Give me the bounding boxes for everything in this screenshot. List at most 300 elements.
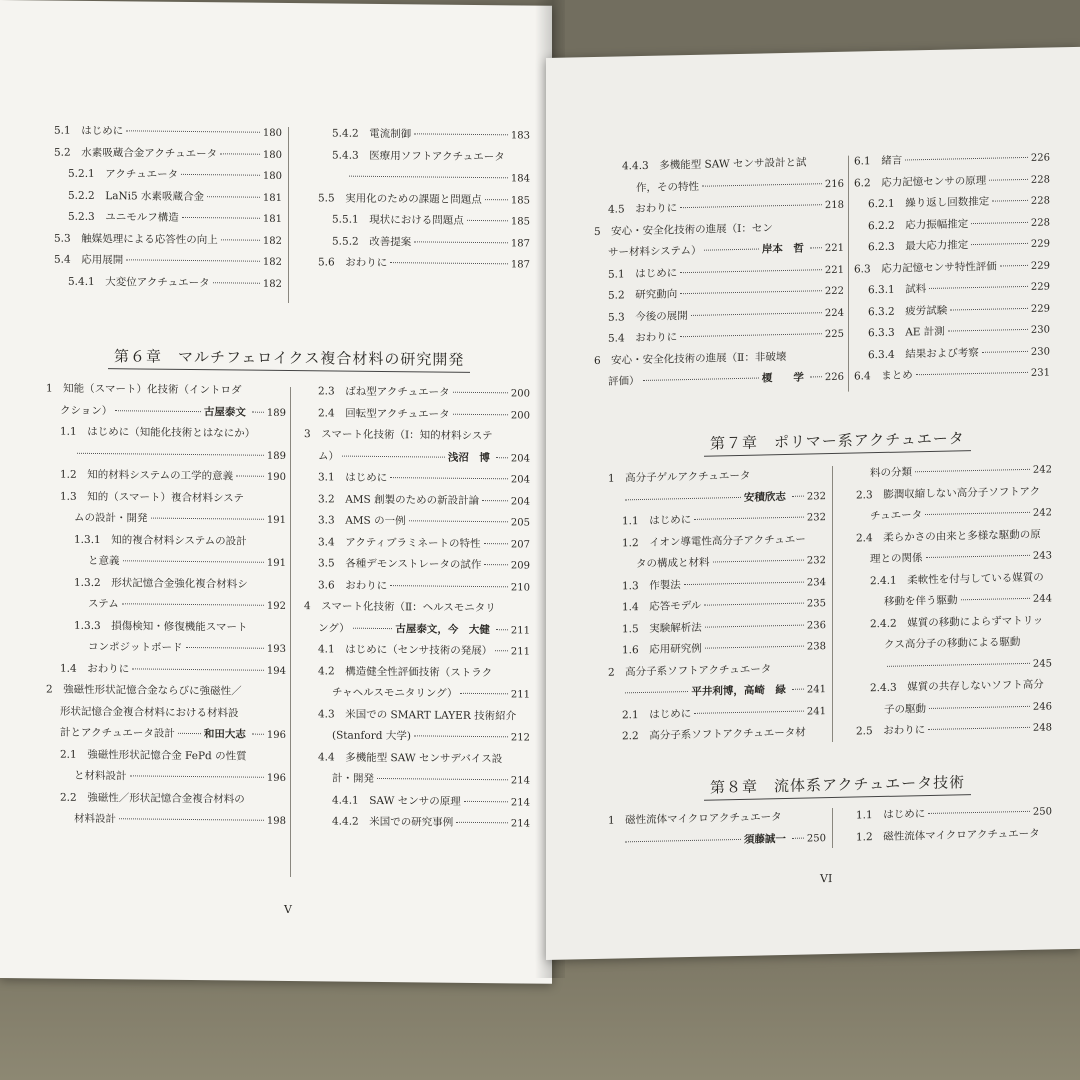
dot-leader — [928, 727, 1030, 730]
toc-entry — [32, 421, 286, 445]
dot-leader — [992, 200, 1028, 202]
toc-entry-author: 浅沼 博 — [447, 451, 490, 464]
toc-entry — [32, 615, 286, 639]
toc-entry-page: 183 — [510, 130, 530, 142]
toc-entry-page: 187 — [510, 259, 530, 271]
toc-entry-author: 安積欣志 — [743, 490, 786, 504]
dot-leader — [916, 372, 1028, 375]
toc-entry-page: 230 — [1030, 324, 1050, 336]
toc-entry-page: 241 — [806, 684, 826, 696]
toc-entry-page: 242 — [1032, 507, 1052, 519]
toc-entry-title: 3.5 各種デモンストレータの試作 — [318, 557, 482, 572]
toc-entry — [32, 550, 286, 574]
toc-entry-page: 180 — [262, 127, 282, 139]
dot-leader — [221, 239, 260, 240]
toc-entry-title: 6.2.2 応力振幅推定 — [868, 217, 969, 232]
dot-leader — [691, 312, 822, 316]
toc-entry-title: 1.3.3 損傷検知・修復機能スマート — [74, 619, 248, 634]
toc-entry-title: 5.2 水素吸蔵合金アクチュエータ — [54, 146, 218, 160]
toc-entry-title: 3.1 はじめに — [318, 471, 388, 485]
toc-entry-title: 5.5.1 現状における問題点 — [332, 213, 464, 227]
dot-leader — [453, 392, 508, 394]
toc-entry — [304, 424, 530, 448]
toc-entry-page: 189 — [266, 450, 286, 462]
dot-leader — [178, 733, 201, 734]
toc-entry-title: (Stanford 大学) — [332, 729, 411, 743]
toc-entry — [840, 362, 1050, 388]
toc-entry-page: 185 — [510, 216, 530, 228]
toc-entry — [304, 188, 530, 212]
toc-entry-page: 250 — [806, 832, 826, 845]
toc-entry-title: 4.2 構造健全性評価技術（ストラク — [318, 664, 493, 679]
dot-leader — [77, 452, 264, 455]
toc-entry-page: 211 — [510, 624, 530, 637]
toc-entry-title: 5.4.2 電流制御 — [332, 127, 412, 141]
toc-entry-title: 5.5.2 改善提案 — [332, 234, 412, 248]
toc-entry-page: 232 — [806, 490, 826, 503]
dot-leader — [929, 286, 1028, 289]
toc-entry — [304, 747, 530, 771]
toc-entry-title: 作，その特性 — [636, 180, 699, 194]
toc-entry-page: 214 — [510, 818, 530, 830]
toc-column — [842, 801, 1052, 848]
toc-entry — [304, 446, 530, 470]
toc-entry — [304, 553, 530, 577]
dot-leader — [928, 811, 1030, 814]
toc-entry — [304, 725, 530, 749]
toc-entry-page: 198 — [266, 815, 286, 827]
dot-leader — [460, 693, 507, 694]
dot-leader — [810, 376, 822, 377]
dot-leader — [702, 183, 822, 187]
toc-entry-title: 2 強磁性形状記憶合金ならびに強磁性／ — [46, 683, 242, 698]
toc-entry-title: チャヘルスモニタリング） — [332, 686, 458, 700]
toc-entry-title: 1 高分子ゲルアクチュエータ — [608, 469, 751, 485]
dot-leader — [792, 837, 804, 838]
toc-entry — [40, 120, 282, 144]
dot-leader — [705, 646, 804, 649]
dot-leader — [236, 475, 264, 476]
toc-entry — [32, 572, 286, 596]
dot-leader — [680, 333, 822, 337]
toc-entry-page: 210 — [510, 581, 530, 594]
toc-entry-page: 226 — [1030, 152, 1050, 164]
column-divider — [832, 808, 833, 848]
toc-entry-page: 207 — [510, 538, 530, 551]
dot-leader — [213, 282, 260, 283]
toc-entry-page: 196 — [266, 772, 286, 784]
toc-entry-title: 6.3.1 試料 — [868, 283, 927, 297]
dot-leader — [484, 564, 508, 565]
toc-entry — [304, 231, 530, 255]
toc-entry-author: 古屋泰文，今 大健 — [395, 622, 490, 636]
toc-entry-title: 5.1 はじめに — [608, 266, 678, 281]
page-number: V — [284, 902, 292, 917]
dot-leader — [390, 585, 508, 587]
toc-entry — [304, 682, 530, 706]
dot-leader — [220, 153, 260, 154]
toc-entry-title: 4.3 米国での SMART LAYER 技術紹介 — [318, 707, 517, 722]
dot-leader — [414, 133, 508, 135]
dot-leader — [377, 778, 508, 780]
toc-entry-page: 229 — [1030, 238, 1050, 250]
page-number: VI — [820, 872, 833, 886]
toc-entry — [304, 811, 530, 835]
dot-leader — [126, 130, 260, 132]
toc-entry-title: 1.2 知的材料システムの工学的意義 — [60, 468, 234, 483]
dot-leader — [694, 710, 804, 713]
toc-entry — [304, 790, 530, 814]
toc-entry — [40, 142, 282, 166]
toc-entry-page: 230 — [1030, 345, 1050, 358]
toc-entry-title: 5.3 今後の展開 — [608, 309, 688, 324]
dot-leader — [950, 307, 1028, 310]
toc-entry — [40, 249, 282, 273]
dot-leader — [453, 413, 508, 415]
toc-entry-title: 2.1 はじめに — [622, 707, 692, 721]
toc-entry-title: コンポジットボード — [88, 640, 183, 654]
toc-entry-title: 2.3 膨潤収縮しない高分子ソフトアク — [856, 485, 1041, 502]
toc-entry-title: ステム — [88, 597, 119, 611]
toc-entry — [842, 717, 1052, 743]
toc-entry-title: ムの設計・開発 — [74, 511, 148, 525]
dot-leader — [643, 378, 759, 381]
toc-entry-title: 2.5 おわりに — [856, 724, 926, 738]
toc-entry-title: 2.3 ばね型アクチュエータ — [318, 385, 450, 399]
toc-entry — [304, 618, 530, 642]
dot-leader — [929, 705, 1030, 708]
dot-leader — [252, 411, 264, 412]
toc-entry — [32, 486, 286, 510]
toc-entry-title: 4.4.3 多機能型 SAW センサ設計と試 — [622, 156, 807, 173]
toc-entry-page: 245 — [1032, 657, 1052, 670]
dot-leader — [151, 518, 264, 520]
dot-leader — [456, 822, 508, 824]
toc-entry-title: 5.4 おわりに — [608, 331, 678, 345]
toc-entry-title: 2.4 回転型アクチュエータ — [318, 406, 450, 421]
toc-entry — [32, 701, 286, 725]
toc-entry-title: 2.2 強磁性／形状記憶合金複合材料の — [60, 791, 245, 806]
toc-entry — [32, 400, 286, 424]
toc-entry — [304, 661, 530, 685]
toc-entry-title: 1.3.2 形状記憶合金強化複合材料シ — [74, 576, 248, 591]
toc-entry-title: 5.5 実用化のための課題と問題点 — [318, 191, 482, 206]
column-divider — [290, 387, 291, 877]
toc-entry-title: 形状記憶合金複合材料における材料設 — [60, 705, 239, 719]
toc-entry — [304, 166, 530, 190]
toc-entry — [40, 163, 282, 187]
dot-leader — [496, 457, 508, 458]
toc-entry-title: 2.1 強磁性形状記憶合金 FePd の性質 — [60, 748, 247, 763]
toc-entry-title: タの構成と材料 — [636, 556, 710, 571]
dot-leader — [495, 650, 508, 651]
toc-entry-title: 4.1 はじめに（センサ技術の発展） — [318, 643, 493, 658]
dot-leader — [971, 221, 1028, 223]
toc-entry — [304, 639, 530, 663]
toc-entry — [32, 464, 286, 488]
toc-entry-title: 2.4.1 柔軟性を付与している媒質の — [870, 571, 1044, 587]
toc-entry-page: 191 — [266, 557, 286, 569]
toc-entry-page: 250 — [1032, 806, 1052, 818]
dot-leader — [484, 543, 508, 544]
toc-entry-page: 246 — [1032, 700, 1052, 713]
dot-leader — [390, 262, 508, 264]
toc-entry — [304, 467, 530, 491]
dot-leader — [926, 555, 1030, 558]
toc-entry — [842, 823, 1052, 849]
toc-entry-title: 5.2 研究動向 — [608, 288, 678, 302]
toc-entry-page: 222 — [824, 285, 844, 298]
toc-entry-page: 181 — [262, 213, 282, 225]
dot-leader — [181, 174, 260, 176]
toc-entry-page: 229 — [1030, 259, 1050, 272]
toc-entry — [304, 381, 530, 405]
dot-leader — [464, 800, 508, 801]
toc-entry-title: 5.2.2 LaNi5 水素吸蔵合金 — [68, 189, 205, 203]
toc-entry-title: 6.2.1 繰り返し回数推定 — [868, 195, 990, 211]
toc-entry-page: 200 — [510, 388, 530, 400]
toc-entry — [32, 787, 286, 811]
dot-leader — [948, 329, 1028, 332]
toc-entry-page: 216 — [824, 178, 844, 190]
toc-entry-title: 1.3 作製法 — [622, 578, 681, 592]
toc-entry-author: 平井利博，高崎 緑 — [691, 683, 786, 698]
dot-leader — [680, 269, 822, 273]
dot-leader — [126, 259, 260, 261]
dot-leader — [971, 243, 1028, 245]
column-divider — [832, 466, 833, 742]
toc-entry-page: 214 — [510, 796, 530, 809]
dot-leader — [887, 662, 1030, 666]
toc-entry-title: と材料設計 — [74, 769, 127, 783]
toc-entry-page: 214 — [510, 775, 530, 787]
toc-entry-title: 1.2 磁性流体マイクロアクチュエータ — [856, 827, 1040, 844]
toc-entry-title: 6.2.3 最大応力推定 — [868, 239, 969, 254]
toc-entry-title: 6.4 まとめ — [854, 369, 913, 383]
dot-leader — [704, 249, 758, 251]
toc-entry-page: 242 — [1032, 464, 1052, 476]
toc-entry-title: 5.4.1 大変位アクチュエータ — [68, 275, 210, 289]
dot-leader — [409, 520, 508, 522]
dot-leader — [925, 512, 1030, 515]
chapter-title: 第７章 ポリマー系アクチュエータ — [710, 427, 965, 453]
toc-entry-page: 228 — [1030, 173, 1050, 186]
toc-entry-page: 226 — [824, 371, 844, 384]
toc-entry-title: 2 高分子系ソフトアクチュエータ — [608, 662, 772, 679]
toc-entry-page: 228 — [1030, 216, 1050, 229]
toc-entry-title: 6.2 応力記憶センサの原理 — [854, 174, 987, 190]
toc-entry — [304, 489, 530, 513]
toc-entry — [304, 704, 530, 728]
dot-leader — [390, 477, 508, 479]
toc-entry-title: 5.4.3 医療用ソフトアクチュエータ — [332, 148, 505, 163]
toc-entry-title: 計・開発 — [332, 772, 374, 785]
dot-leader — [961, 598, 1030, 600]
toc-entry — [32, 808, 286, 832]
toc-entry-title: 5.2.3 ユニモルフ構造 — [68, 210, 179, 224]
toc-entry-title: 理との関係 — [870, 552, 923, 566]
dot-leader — [414, 241, 508, 243]
dot-leader — [414, 735, 508, 737]
toc-entry-title: 移動を伴う駆動 — [884, 594, 958, 608]
toc-entry-page: 191 — [266, 514, 286, 526]
toc-entry — [304, 252, 530, 276]
toc-entry-page: 232 — [806, 512, 826, 524]
toc-entry — [304, 123, 530, 147]
toc-entry-title: 材料設計 — [74, 812, 116, 826]
toc-entry-page: 205 — [510, 517, 530, 529]
toc-entry-title: 計とアクチュエータ設計 — [60, 726, 175, 740]
toc-entry-title: 1.1 はじめに — [622, 513, 692, 528]
toc-entry-title: クス高分子の移動による駆動 — [884, 636, 1021, 651]
toc-entry-title: 1.4 応答モデル — [622, 599, 702, 614]
toc-entry-title: 6.3.2 疲労試験 — [868, 304, 948, 318]
dot-leader — [115, 410, 201, 412]
toc-entry-page: 204 — [510, 474, 530, 486]
toc-entry-page: 238 — [806, 641, 826, 653]
toc-entry-title: 1.5 実験解析法 — [622, 621, 702, 635]
toc-entry-title: 料の分類 — [870, 466, 912, 480]
toc-entry-page: 211 — [510, 646, 530, 658]
toc-entry-page: 182 — [262, 278, 282, 290]
toc-entry-page: 248 — [1032, 722, 1052, 734]
toc-entry-title: 5.4 応用展開 — [54, 253, 124, 267]
dot-leader — [905, 157, 1028, 161]
toc-entry-page: 221 — [824, 242, 844, 255]
toc-entry-page: 228 — [1030, 195, 1050, 207]
toc-entry-page: 225 — [824, 328, 844, 341]
toc-entry — [32, 744, 286, 768]
toc-entry — [304, 532, 530, 556]
dot-leader — [713, 560, 804, 563]
dot-leader — [792, 689, 804, 690]
toc-entry-page: 234 — [806, 576, 826, 589]
toc-entry — [40, 185, 282, 209]
toc-entry — [304, 209, 530, 233]
toc-entry-title: 4.4.1 SAW センサの原理 — [332, 793, 461, 808]
toc-entry-title: クション） — [60, 404, 113, 417]
toc-entry — [304, 768, 530, 792]
dot-leader — [482, 500, 508, 501]
toc-entry — [32, 658, 286, 682]
toc-entry-title: 1.1 はじめに（知能化技術とはなにか） — [60, 425, 256, 440]
toc-entry — [304, 510, 530, 534]
toc-entry-title: 2.4 柔らかさの由来と多様な駆動の原 — [856, 528, 1041, 545]
toc-entry-title: 3.6 おわりに — [318, 578, 388, 592]
toc-column — [840, 147, 1050, 388]
toc-entry — [594, 367, 844, 394]
column-divider — [288, 127, 289, 303]
toc-column — [594, 464, 826, 748]
toc-entry-title: 3.4 アクティブラミネートの特性 — [318, 535, 481, 550]
toc-column — [304, 381, 530, 835]
toc-entry-title: 5.6 おわりに — [318, 256, 388, 270]
toc-entry-page: 189 — [266, 407, 286, 419]
toc-entry-title: 6.3 応力記憶センサ特性評価 — [854, 260, 997, 276]
toc-entry — [32, 722, 286, 746]
dot-leader — [680, 290, 822, 294]
toc-entry — [32, 529, 286, 553]
toc-entry-title: 1.3.1 知的複合材料システムの設計 — [74, 533, 247, 548]
toc-entry-title: 3 スマート化技術（Ⅰ：知的材料システ — [304, 428, 493, 443]
dot-leader — [349, 176, 508, 179]
toc-entry-title: 1.3 知的（スマート）複合材料システ — [60, 490, 244, 505]
toc-entry-title: 1 磁性流体マイクロアクチュエータ — [608, 811, 782, 827]
dot-leader — [1000, 264, 1028, 266]
toc-entry-title: 6.1 緒言 — [854, 154, 903, 168]
toc-entry-title: 6.3.4 結果および考察 — [868, 346, 979, 361]
toc-entry-page: 185 — [510, 194, 530, 207]
dot-leader — [625, 496, 741, 499]
dot-leader — [496, 629, 508, 630]
dot-leader — [123, 560, 264, 562]
dot-leader — [485, 199, 508, 200]
toc-entry-title: サー材料システム） — [608, 244, 702, 259]
dot-leader — [186, 647, 264, 649]
toc-entry-author: 和田大志 — [203, 728, 246, 741]
toc-column — [304, 123, 530, 276]
toc-entry-title: 評価） — [608, 375, 640, 388]
toc-entry-page: 204 — [510, 452, 530, 465]
dot-leader — [694, 517, 804, 520]
toc-entry-page: 218 — [824, 199, 844, 212]
toc-entry-page: 221 — [824, 264, 844, 276]
toc-entry-title: 4.4.2 米国での研究事例 — [332, 815, 454, 829]
dot-leader — [989, 178, 1028, 180]
toc-entry-page: 182 — [262, 256, 282, 268]
toc-entry-page: 244 — [1032, 593, 1052, 605]
toc-entry-page: 232 — [806, 555, 826, 567]
toc-entry-title: 2.4.3 媒質の共存しないソフト高分 — [870, 678, 1044, 695]
toc-entry-title: 4.5 おわりに — [608, 202, 678, 216]
toc-entry-title: 1 知能（スマート）化技術（イントロダ — [46, 382, 242, 397]
toc-entry-page: 184 — [510, 173, 530, 185]
toc-entry-title: 3.3 AMS の一例 — [318, 514, 406, 528]
dot-leader — [207, 196, 260, 198]
toc-entry-page: 187 — [510, 237, 530, 250]
dot-leader — [252, 734, 264, 735]
toc-entry — [32, 443, 286, 467]
toc-entry — [304, 145, 530, 169]
toc-entry-title: 4.4 多機能型 SAW センサデバイス設 — [318, 750, 503, 765]
toc-entry-title: 5.3 触媒処理による応答性の向上 — [54, 232, 218, 246]
toc-entry-page: 209 — [510, 560, 530, 572]
toc-column — [32, 378, 286, 832]
toc-column — [594, 152, 844, 394]
toc-entry-page: 243 — [1032, 550, 1052, 562]
toc-entry-page: 182 — [262, 235, 282, 247]
dot-leader — [132, 668, 264, 670]
toc-entry — [32, 507, 286, 531]
toc-entry — [32, 679, 286, 703]
dot-leader — [680, 204, 822, 208]
toc-column — [40, 120, 282, 295]
toc-entry-title: ング） — [318, 621, 350, 635]
dot-leader — [704, 603, 804, 606]
toc-entry-title: 4 スマート化技術（Ⅱ：ヘルスモニタリ — [304, 600, 496, 615]
dot-leader — [122, 603, 264, 605]
toc-entry-page: 200 — [510, 409, 530, 422]
toc-entry-title: 2.2 高分子系ソフトアクチュエータ材 — [622, 726, 806, 743]
toc-entry-page: 180 — [262, 149, 282, 161]
dot-leader — [467, 220, 508, 221]
toc-entry-page: 211 — [510, 689, 530, 701]
toc-entry-page: 224 — [824, 307, 844, 319]
toc-entry-page: 181 — [262, 192, 282, 204]
toc-entry — [304, 575, 530, 599]
toc-entry-author: 岸本 哲 — [761, 242, 804, 256]
dot-leader — [810, 247, 822, 248]
